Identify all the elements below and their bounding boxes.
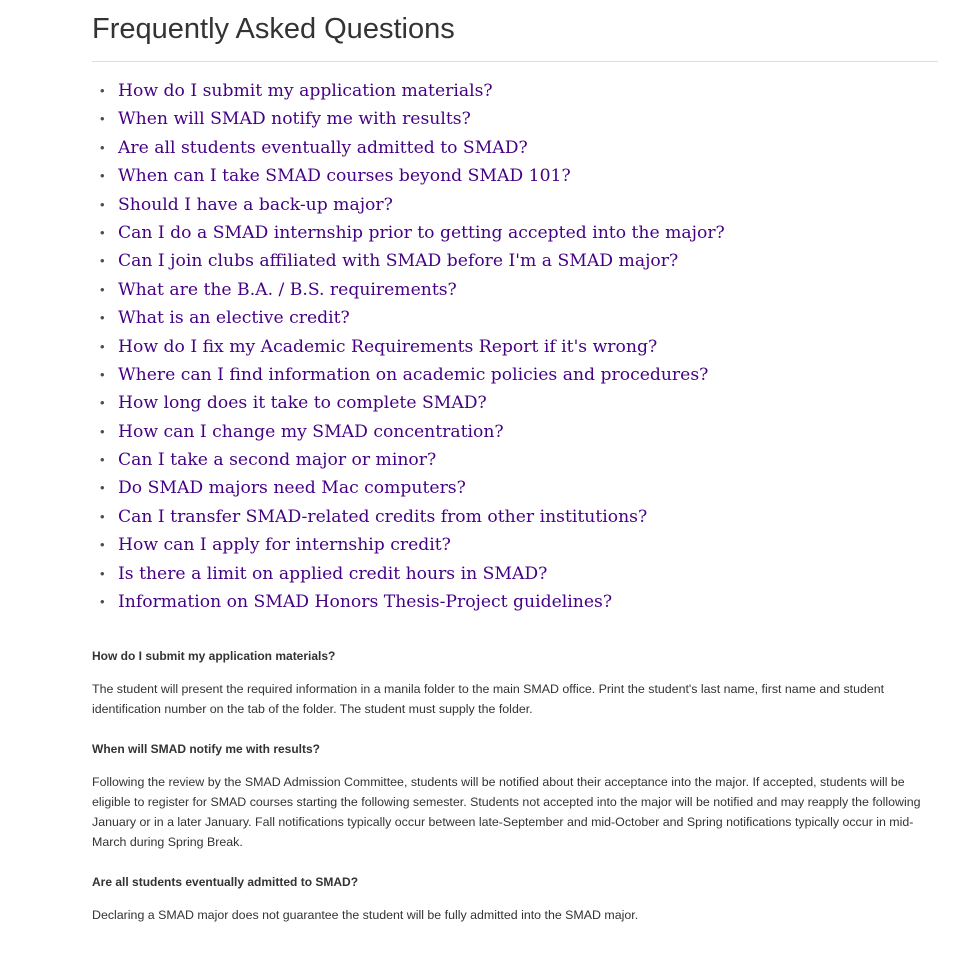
bullet-icon: • bbox=[100, 224, 105, 240]
bullet-icon: • bbox=[100, 310, 105, 326]
answer-text: Following the review by the SMAD Admission Committee, students will be notified about their acceptance into the major. If accepted, students will be eligible to register for SMAD courses starting the following semester. Students not accepted into the major will be notified and may reapply the following January or in a later January. Fall notifications typically occur between late-September and mid-October and Spring notifications typically occur in mid-March during Spring Break. bbox=[92, 775, 921, 849]
faq-link-change-concentration[interactable]: How can I change my SMAD concentration? bbox=[118, 421, 504, 442]
faq-answers bbox=[92, 646, 928, 925]
bullet-icon: • bbox=[100, 480, 105, 496]
faq-list-item bbox=[100, 219, 725, 247]
faq-list-item bbox=[100, 503, 725, 531]
faq-list-item bbox=[100, 77, 725, 105]
faq-link-mac-computers[interactable]: Do SMAD majors need Mac computers? bbox=[118, 478, 466, 499]
faq-link-ba-bs-requirements[interactable]: What are the B.A. / B.S. requirements? bbox=[118, 279, 457, 300]
bullet-icon: • bbox=[100, 139, 105, 155]
bullet-icon: • bbox=[100, 565, 105, 581]
faq-list-item bbox=[100, 247, 725, 275]
faq-list-item bbox=[100, 588, 725, 616]
faq-link-internship-credit[interactable]: How can I apply for internship credit? bbox=[118, 535, 451, 556]
faq-link-transfer-credits[interactable]: Can I transfer SMAD-related credits from other institutions? bbox=[118, 506, 648, 527]
faq-list-item bbox=[100, 361, 725, 389]
faq-question-list bbox=[100, 77, 725, 616]
page-title: Frequently Asked Questions bbox=[92, 13, 455, 45]
bullet-icon: • bbox=[100, 395, 105, 411]
bullet-icon: • bbox=[100, 423, 105, 439]
bullet-icon: • bbox=[100, 253, 105, 269]
faq-link-honors-thesis[interactable]: Information on SMAD Honors Thesis-Project guidelines? bbox=[118, 592, 613, 613]
faq-list-item bbox=[100, 389, 725, 417]
faq-list-item bbox=[100, 446, 725, 474]
answer-text: Declaring a SMAD major does not guarantee the student will be fully admitted into the SMAD major. bbox=[92, 908, 639, 922]
bullet-icon: • bbox=[100, 537, 105, 553]
faq-link-notify-results[interactable]: When will SMAD notify me with results? bbox=[118, 109, 471, 130]
bullet-icon: • bbox=[100, 508, 105, 524]
faq-link-second-major[interactable]: Can I take a second major or minor? bbox=[118, 450, 437, 471]
answer-text: The student will present the required information in a manila folder to the main SMAD office. Print the student's last name, first name and student identification number on the tab of the folder. The student must supply the folder. bbox=[92, 682, 885, 716]
faq-link-fix-requirements-report[interactable]: How do I fix my Academic Requirements Report if it's wrong? bbox=[118, 336, 658, 357]
bullet-icon: • bbox=[100, 83, 105, 98]
faq-list-item bbox=[100, 134, 725, 162]
faq-link-academic-policies[interactable]: Where can I find information on academic policies and procedures? bbox=[118, 364, 709, 385]
faq-list-item bbox=[100, 162, 725, 190]
bullet-icon: • bbox=[100, 281, 105, 297]
bullet-icon: • bbox=[100, 594, 105, 610]
title-divider bbox=[92, 61, 938, 62]
faq-link-elective-credit[interactable]: What is an elective credit? bbox=[118, 308, 350, 329]
bullet-icon: • bbox=[100, 366, 105, 382]
faq-link-all-admitted[interactable]: Are all students eventually admitted to SMAD? bbox=[118, 137, 528, 158]
faq-link-how-long[interactable]: How long does it take to complete SMAD? bbox=[118, 393, 487, 414]
answer-block bbox=[92, 872, 928, 925]
bullet-icon: • bbox=[100, 338, 105, 354]
answer-question-heading: Are all students eventually admitted to SMAD? bbox=[92, 875, 359, 889]
bullet-icon: • bbox=[100, 111, 105, 127]
faq-list-item bbox=[100, 418, 725, 446]
faq-link-courses-beyond-101[interactable]: When can I take SMAD courses beyond SMAD 101? bbox=[118, 166, 571, 187]
faq-list-item bbox=[100, 531, 725, 559]
faq-list-item bbox=[100, 333, 725, 361]
answer-block bbox=[92, 646, 928, 719]
faq-list-item bbox=[100, 474, 725, 502]
bullet-icon: • bbox=[100, 196, 105, 212]
faq-link-internship-prior[interactable]: Can I do a SMAD internship prior to getting accepted into the major? bbox=[118, 222, 725, 243]
faq-link-submit-application[interactable]: How do I submit my application materials? bbox=[118, 81, 493, 101]
faq-list-item bbox=[100, 304, 725, 332]
answer-question-heading: When will SMAD notify me with results? bbox=[92, 742, 321, 756]
answer-block bbox=[92, 739, 928, 852]
faq-list-item bbox=[100, 276, 725, 304]
bullet-icon: • bbox=[100, 168, 105, 184]
faq-list-item bbox=[100, 105, 725, 133]
faq-link-applied-credit-limit[interactable]: Is there a limit on applied credit hours in SMAD? bbox=[118, 563, 548, 584]
answer-question-heading: How do I submit my application materials? bbox=[92, 649, 336, 663]
faq-link-join-clubs[interactable]: Can I join clubs affiliated with SMAD before I'm a SMAD major? bbox=[118, 251, 679, 272]
faq-list-item bbox=[100, 560, 725, 588]
bullet-icon: • bbox=[100, 452, 105, 468]
faq-link-backup-major[interactable]: Should I have a back-up major? bbox=[118, 194, 393, 215]
faq-list-item bbox=[100, 191, 725, 219]
